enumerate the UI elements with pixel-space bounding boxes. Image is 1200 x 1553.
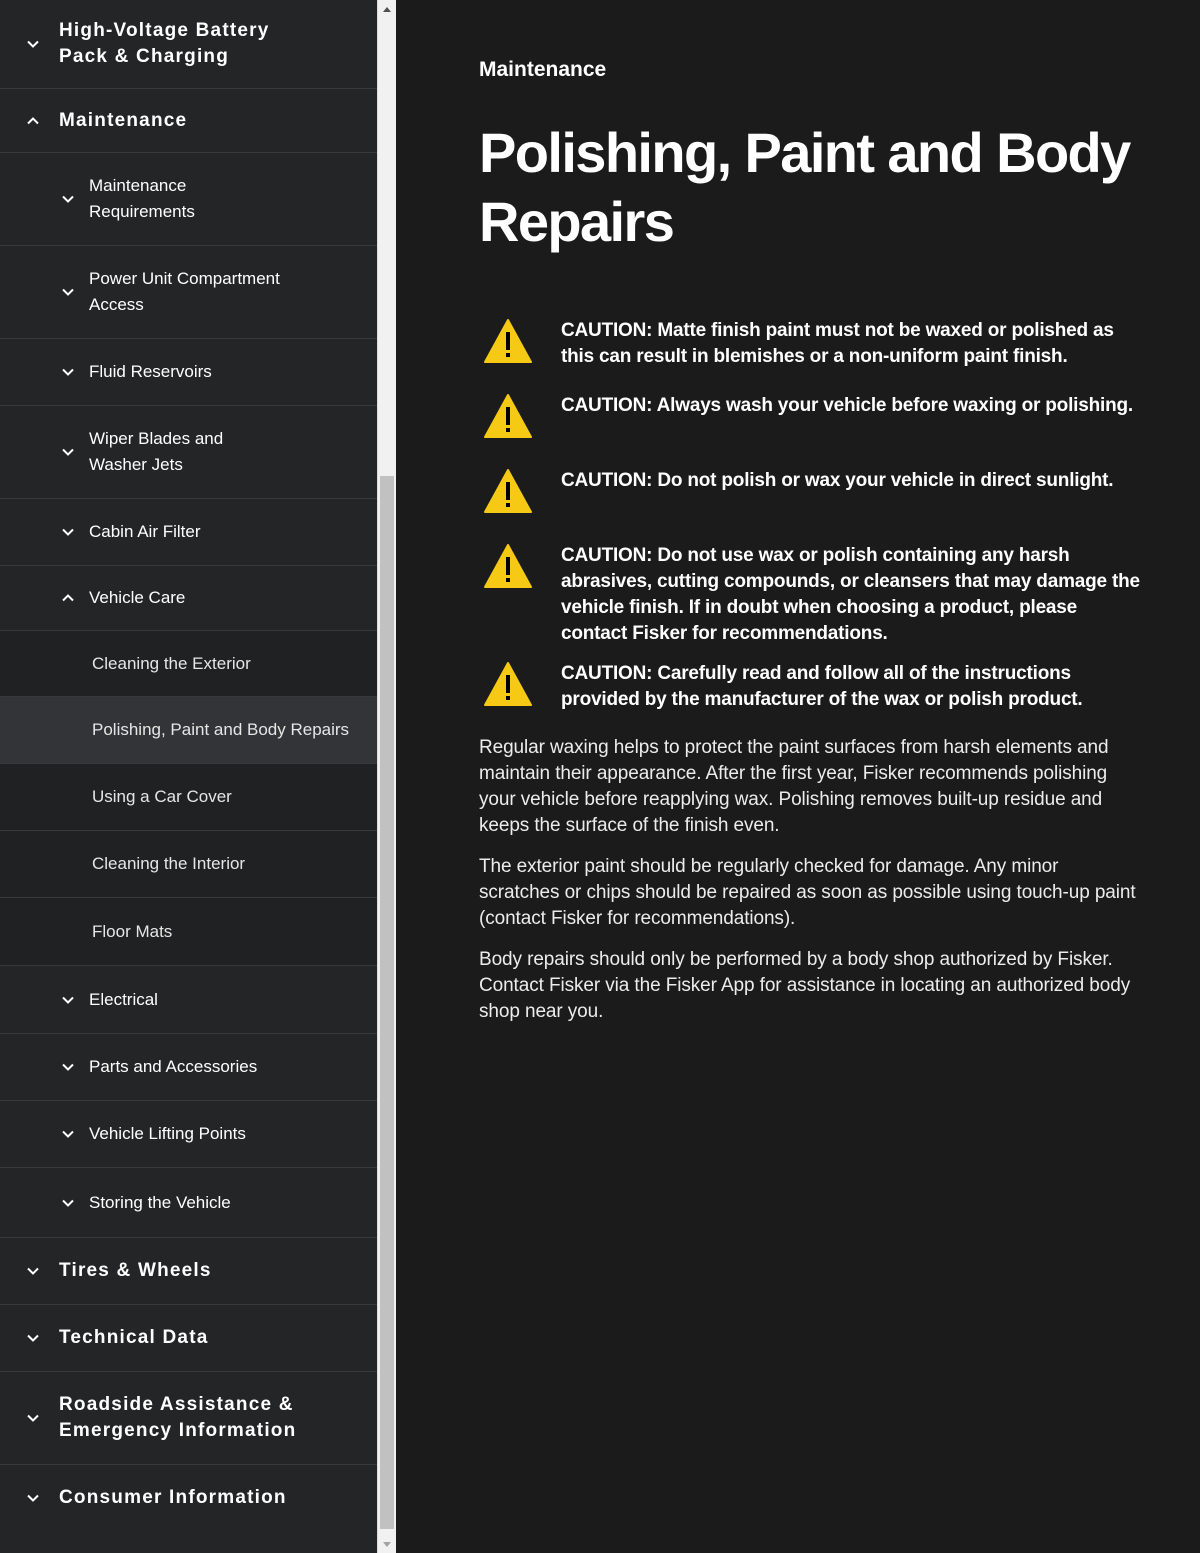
sidebar-item-roadside-assistance[interactable] xyxy=(0,1372,377,1465)
sidebar-item-label: High-Voltage Battery Pack & Charging xyxy=(59,20,270,67)
sidebar-item-label: Maintenance Requirements xyxy=(89,176,195,221)
chevron-down-icon xyxy=(60,191,76,207)
sidebar-item-label: Tires & Wheels xyxy=(59,1260,212,1281)
chevron-down-icon xyxy=(25,1410,41,1426)
sidebar-item-label: Consumer Information xyxy=(59,1487,287,1508)
caution-text: CAUTION: Do not polish or wax your vehicle in direct sunlight. xyxy=(561,470,1114,491)
sidebar-item-label: Using a Car Cover xyxy=(92,787,232,806)
warning-triangle-icon xyxy=(483,661,533,707)
sidebar-item-polishing-paint-body[interactable] xyxy=(0,697,377,764)
sidebar-item-cleaning-exterior[interactable] xyxy=(0,631,377,697)
sidebar-item-label: Maintenance xyxy=(59,109,188,131)
sidebar-item-label: Technical Data xyxy=(59,1327,209,1348)
scroll-down-arrow-icon[interactable] xyxy=(378,1535,396,1553)
sidebar-nav xyxy=(0,0,377,1553)
sidebar-item-label: Wiper Blades and Washer Jets xyxy=(89,429,224,474)
body-paragraph: The exterior paint should be regularly checked for damage. Any minor scratches or chips should be repaired as soon as possible using touch-up paint (contact Fisker for recommendations). xyxy=(479,856,1136,929)
caution-text: CAUTION: Carefully read and follow all of the instructions provided by the manufacturer of the wax or polish product. xyxy=(561,663,1083,710)
sidebar-item-tires-wheels[interactable] xyxy=(0,1238,377,1305)
caution-notice xyxy=(483,468,1143,528)
caution-text: CAUTION: Do not use wax or polish containing any harsh abrasives, cutting compounds, or cleansers that may damage the vehicle finish. If in doubt when choosing a product, please contact Fisker for recommendations. xyxy=(561,545,1140,644)
sidebar-item-label: Floor Mats xyxy=(92,921,173,941)
chevron-down-icon xyxy=(60,1195,76,1211)
sidebar-item-parts-accessories[interactable] xyxy=(0,1034,377,1101)
chevron-down-icon xyxy=(60,1059,76,1075)
sidebar-item-label: Power Unit Compartment Access xyxy=(89,269,280,314)
chevron-down-icon xyxy=(60,284,76,300)
warning-triangle-icon xyxy=(483,468,533,514)
chevron-down-icon xyxy=(60,444,76,460)
sidebar-item-vehicle-lifting-points[interactable] xyxy=(0,1101,377,1168)
chevron-up-icon xyxy=(25,113,41,129)
sidebar-item-label: Vehicle Lifting Points xyxy=(89,1124,246,1143)
sidebar-item-wiper-blades[interactable] xyxy=(0,406,377,499)
chevron-down-icon xyxy=(25,36,41,52)
sidebar-scrollbar[interactable] xyxy=(377,0,396,1553)
scrollbar-thumb[interactable] xyxy=(380,476,394,1529)
warning-triangle-icon xyxy=(483,543,533,589)
sidebar-item-cleaning-interior[interactable] xyxy=(0,831,377,898)
caution-notice xyxy=(483,543,1143,648)
caution-notice xyxy=(483,393,1143,453)
sidebar-item-label: Storing the Vehicle xyxy=(89,1192,231,1212)
sidebar-item-label: Parts and Accessories xyxy=(89,1057,258,1076)
caution-text: CAUTION: Matte finish paint must not be waxed or polished as this can result in blemishes or a non-uniform paint finish. xyxy=(561,320,1114,367)
caution-notice xyxy=(483,661,1143,721)
chevron-down-icon xyxy=(25,1330,41,1346)
sidebar-item-label: Fluid Reservoirs xyxy=(89,362,212,381)
sidebar-item-power-unit-compartment[interactable] xyxy=(0,246,377,339)
body-paragraph: Body repairs should only be performed by a body shop authorized by Fisker. Contact Fisker via the Fisker App for assistance in locating an authorized body shop near you. xyxy=(479,949,1131,1022)
sidebar-item-electrical[interactable] xyxy=(0,966,377,1034)
caution-text: CAUTION: Always wash your vehicle before waxing or polishing. xyxy=(561,395,1133,416)
body-paragraph: Regular waxing helps to protect the paint surfaces from harsh elements and maintain their appearance. After the first year, Fisker recommends polishing your vehicle before reapplying wax. Polishing removes built-up residue and keeps the surface of the finish even. xyxy=(479,737,1109,836)
chevron-down-icon xyxy=(60,364,76,380)
warning-triangle-icon xyxy=(483,393,533,439)
chevron-down-icon xyxy=(25,1490,41,1506)
scroll-up-arrow-icon[interactable] xyxy=(378,0,396,18)
sidebar-item-label: Cabin Air Filter xyxy=(89,522,201,541)
chevron-down-icon xyxy=(60,992,76,1008)
sidebar-item-storing-vehicle[interactable] xyxy=(0,1168,377,1238)
sidebar-item-label: Vehicle Care xyxy=(89,588,186,607)
sidebar-item-vehicle-care[interactable] xyxy=(0,566,377,631)
sidebar-item-maintenance-requirements[interactable] xyxy=(0,153,377,246)
sidebar-item-cabin-air-filter[interactable] xyxy=(0,499,377,566)
warning-triangle-icon xyxy=(483,318,533,364)
sidebar-item-technical-data[interactable] xyxy=(0,1305,377,1372)
sidebar-item-using-car-cover[interactable] xyxy=(0,764,377,831)
chevron-down-icon xyxy=(60,1126,76,1142)
sidebar-item-label: Polishing, Paint and Body Repairs xyxy=(92,720,350,739)
sidebar-item-label: Electrical xyxy=(89,989,158,1009)
chevron-down-icon xyxy=(25,1263,41,1279)
caution-notice xyxy=(483,318,1143,378)
sidebar-item-consumer-information[interactable] xyxy=(0,1465,377,1531)
sidebar-item-maintenance[interactable] xyxy=(0,89,377,153)
page-title: Polishing, Paint and Body Repairs xyxy=(479,121,1130,253)
chevron-up-icon xyxy=(60,590,76,606)
sidebar-item-floor-mats[interactable] xyxy=(0,898,377,966)
sidebar-item-label: Roadside Assistance & Emergency Information xyxy=(59,1394,297,1441)
sidebar-item-label: Cleaning the Interior xyxy=(92,854,246,873)
sidebar-item-fluid-reservoirs[interactable] xyxy=(0,339,377,406)
chevron-down-icon xyxy=(60,524,76,540)
main-content xyxy=(396,0,1200,1553)
sidebar-item-high-voltage-battery[interactable] xyxy=(0,0,377,89)
breadcrumb[interactable]: Maintenance xyxy=(479,58,607,81)
sidebar-item-label: Cleaning the Exterior xyxy=(92,653,251,673)
